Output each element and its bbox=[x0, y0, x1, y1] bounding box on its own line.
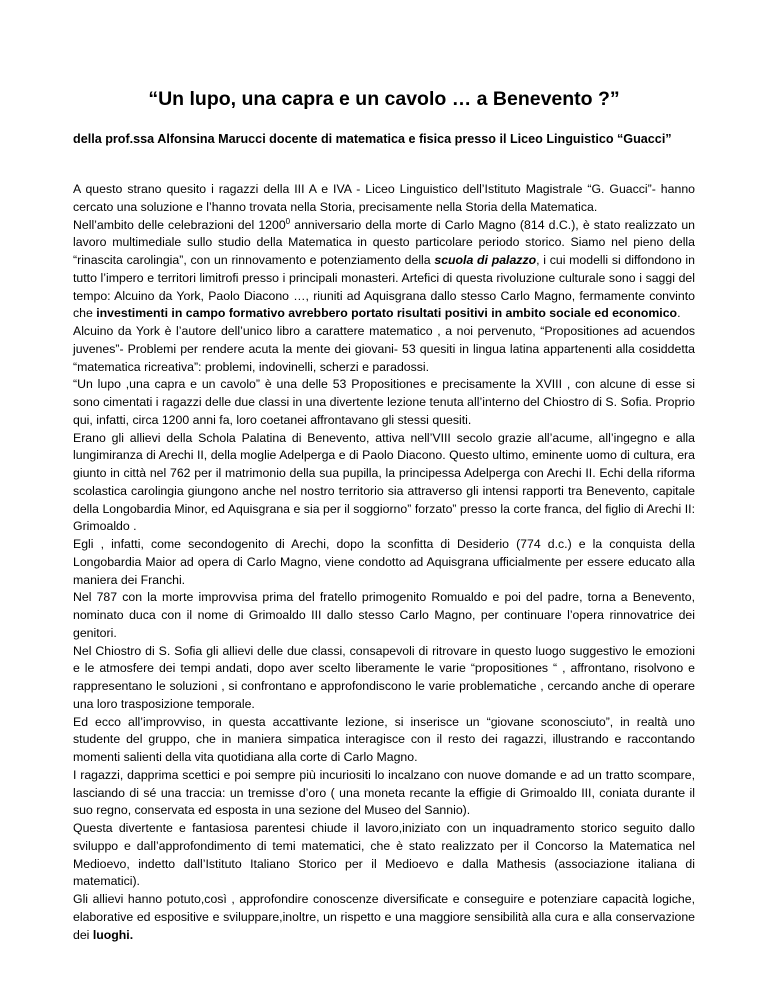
text-run: , i cui modelli si diffondono in tutto l’impero e territori limitrofi presso i principali monasteri. Artefici di questa rivoluzione culturale sono i saggi del tempo: Alcuino da York, Paolo Diacono …, riuniti ad Aquisgrana dallo stesso Carlo Magno, fermamente convinto che bbox=[73, 253, 695, 321]
paragraph bbox=[73, 217, 695, 324]
paragraph: Questa divertente e fantasiosa parentesi chiude il lavoro,iniziato con un inquadramento storico seguito dallo sviluppo e dall’approfondimento di temi matematici, che è stato realizzato per il Concorso la Matematica nel Medioevo, indetto dall’Istituto Italiano Storico per il Medioevo e dalla Mathesis (associazione italiana di matematici). bbox=[73, 821, 695, 889]
text-run: Gli allievi hanno potuto,così , approfondire conoscenze diversificate e conseguire e potenziare capacità logiche, elaborative ed espositive e sviluppare,inoltre, un rispetto e una maggiore sensibilità alla cura e alla conservazione dei bbox=[73, 892, 695, 942]
paragraph: Nel Chiostro di S. Sofia gli allievi delle due classi, consapevoli di ritrovare in questo luogo suggestivo le emozioni e le atmosfere dei tempi andati, dopo aver scelto liberamente le varie “propositiones “ , affrontano, risolvono e rappresentano le soluzioni , si confrontano e approfondiscono le varie problematiche , cercando anche di operare una loro trasposizione temporale. bbox=[73, 643, 695, 711]
paragraph: Alcuino da York è l’autore dell’unico libro a carattere matematico , a noi pervenuto, “Propositiones ad acuendos juvenes”- Problemi per rendere acuta la mente dei giovani- 53 quesiti in lingua latina appartenenti alla cosiddetta “matematica ricreativa”: problemi, indovinelli, scherzi e paradossi. bbox=[73, 324, 695, 374]
paragraph: I ragazzi, dapprima scettici e poi sempre più incuriositi lo incalzano con nuove domande e ad un tratto scompare, lasciando di sé una traccia: un tremisse d’oro ( una moneta recante la effigie di Grimoaldo III, coniata durante il suo regno, conservata ed esposta in una sezione del Museo del Sannio). bbox=[73, 767, 695, 818]
paragraph: Egli , infatti, come secondogenito di Arechi, dopo la sconfitta di Desiderio (774 d.c.) e la conquista della Longobardia Maior ad opera di Carlo Magno, viene condotto ad Aquisgrana ufficialmente per essere educato alla maniera dei Franchi. bbox=[73, 537, 695, 587]
text-run: anniversario della morte di Carlo Magno (814 d.C.), è stato realizzato un lavoro multimediale sullo studio della Matematica in questo particolare periodo storico. Siamo nel pieno della “rinascita carolingia”, con un rinnovamento e potenziamento della bbox=[73, 217, 695, 267]
document-title: “Un lupo, una capra e un cavolo … a Benevento ?” bbox=[148, 88, 620, 110]
paragraph bbox=[73, 891, 695, 944]
paragraph: Ed ecco all’improvviso, in questa accattivante lezione, si inserisce un “giovane sconosciuto”, in realtà uno studente del gruppo, che in maniera simpatica interagisce con il resto dei ragazzi, illustrando e raccontando momenti salienti della vita quotidiana alla corte di Carlo Magno. bbox=[73, 714, 695, 764]
article-body bbox=[73, 181, 695, 944]
emphasis: scuola di palazzo bbox=[434, 253, 537, 267]
paragraph: “Un lupo ,una capra e un cavolo” è una delle 53 Propositiones e precisamente la XVIII , con alcune di esse si sono cimentati i ragazzi delle due classi in una divertente lezione tenuta all’interno del Chiostro di S. Sofia. Proprio qui, infatti, circa 1200 anni fa, loro coetanei affrontavano gli stessi quesiti. bbox=[73, 377, 695, 427]
text-run: Nell’ambito delle celebrazioni del 1200 bbox=[73, 217, 286, 232]
superscript: 0 bbox=[285, 216, 291, 226]
paragraph: A questo strano quesito i ragazzi della III A e IVA - Liceo Linguistico dell’Istituto Magistrale “G. Guacci”- hanno cercato una soluzione e l’hanno trovata nella Storia, precisamente nella Storia della Matematica. bbox=[73, 182, 695, 214]
paragraph: Erano gli allievi della Schola Palatina di Benevento, attiva nell’VIII secolo grazie all’acume, all’ingegno e alla lungimiranza di Arechi II, della moglie Adelperga e di Paolo Diacono. Questo ultimo, eminente uomo di cultura, era giunto in città nel 762 per il matrimonio della sua pupilla, la principessa Adelperga con Arechi II. Echi della riforma scolastica carolingia giungono anche nel nostro territorio sia attraverso gli intensi rapporti tra Benevento, capitale della Longobardia Minor, ed Aquisgrana e sia per il soggiorno” forzato” presso la corte franca, del figlio di Arechi II: Grimoaldo . bbox=[73, 430, 695, 534]
bold-text: investimenti in campo formativo avrebbero portato risultati positivi in ambito sociale ed economico bbox=[96, 306, 678, 321]
paragraph: Nel 787 con la morte improvvisa prima del fratello primogenito Romualdo e poi del padre, torna a Benevento, nominato duca con il nome di Grimoaldo III dallo stesso Carlo Magno, per continuare l’opera rinnovatrice dei genitori. bbox=[73, 590, 695, 640]
author-line: della prof.ssa Alfonsina Marucci docente di matematica e fisica presso il Liceo Linguistico “Guacci” bbox=[73, 132, 672, 146]
bold-text: luoghi. bbox=[92, 927, 134, 942]
text-run: . bbox=[677, 306, 681, 321]
